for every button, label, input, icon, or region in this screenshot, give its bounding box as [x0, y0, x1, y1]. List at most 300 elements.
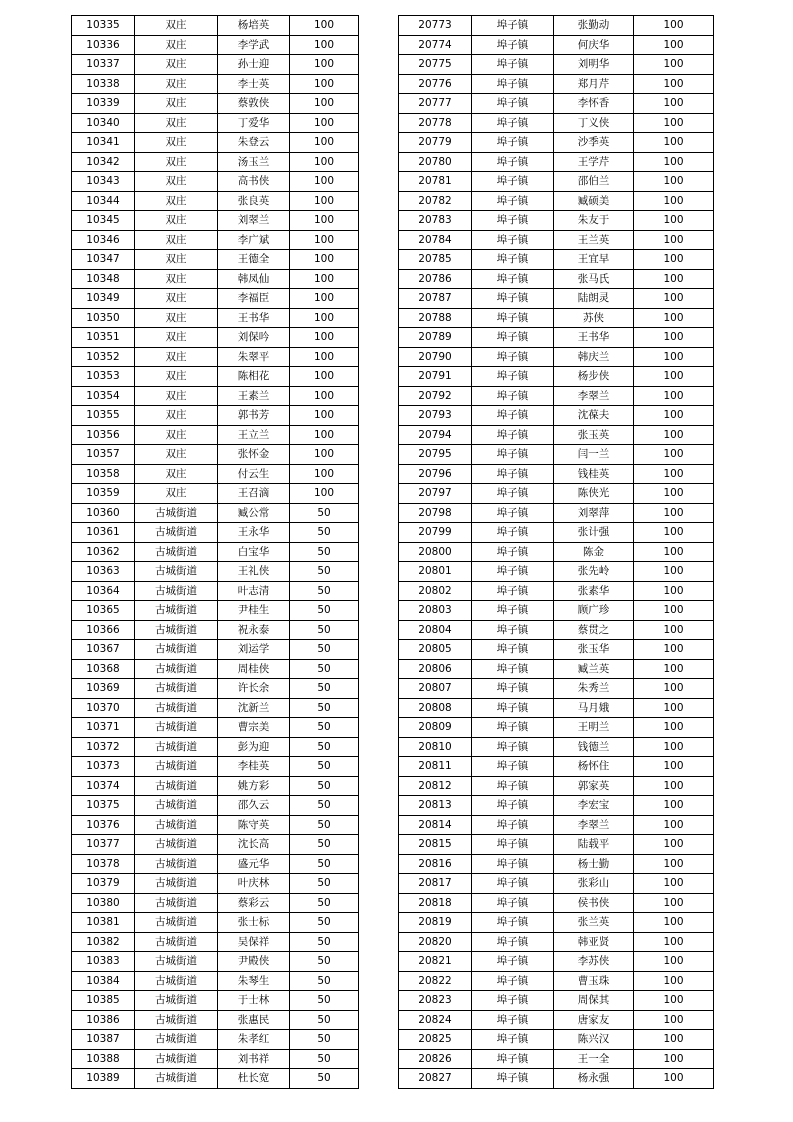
- town-cell: 埠子镇: [472, 230, 554, 250]
- row-id-cell: 20796: [399, 464, 472, 484]
- amount-cell: 50: [290, 952, 359, 972]
- row-id-cell: 10363: [72, 562, 135, 582]
- town-cell: 埠子镇: [472, 835, 554, 855]
- town-cell: 埠子镇: [472, 269, 554, 289]
- amount-cell: 100: [634, 523, 714, 543]
- name-cell: 李学武: [218, 35, 290, 55]
- amount-cell: 100: [634, 1049, 714, 1069]
- town-cell: 双庄: [135, 94, 218, 114]
- town-cell: 埠子镇: [472, 952, 554, 972]
- name-cell: 李士英: [218, 74, 290, 94]
- town-cell: 埠子镇: [472, 640, 554, 660]
- name-cell: 白宝华: [218, 542, 290, 562]
- row-id-cell: 20788: [399, 308, 472, 328]
- table-row: [72, 133, 359, 153]
- table-row: [72, 698, 359, 718]
- town-cell: 古城街道: [135, 679, 218, 699]
- row-id-cell: 10367: [72, 640, 135, 660]
- town-cell: 古城街道: [135, 581, 218, 601]
- row-id-cell: 20803: [399, 601, 472, 621]
- amount-cell: 50: [290, 835, 359, 855]
- town-cell: 双庄: [135, 113, 218, 133]
- name-cell: 沈葆夫: [554, 406, 634, 426]
- amount-cell: 100: [634, 1030, 714, 1050]
- name-cell: 汤玉兰: [218, 152, 290, 172]
- amount-cell: 50: [290, 971, 359, 991]
- name-cell: 张玉英: [554, 425, 634, 445]
- amount-cell: 50: [290, 1010, 359, 1030]
- amount-cell: 100: [634, 1010, 714, 1030]
- town-cell: 埠子镇: [472, 172, 554, 192]
- amount-cell: 100: [634, 269, 714, 289]
- amount-cell: 100: [290, 367, 359, 387]
- amount-cell: 100: [634, 386, 714, 406]
- row-id-cell: 20779: [399, 133, 472, 153]
- town-cell: 埠子镇: [472, 1069, 554, 1089]
- town-cell: 古城街道: [135, 659, 218, 679]
- table-row: [72, 503, 359, 523]
- table-row: [399, 484, 714, 504]
- row-id-cell: 10347: [72, 250, 135, 270]
- table-row: [72, 211, 359, 231]
- table-row: [399, 640, 714, 660]
- row-id-cell: 10378: [72, 854, 135, 874]
- table-row: [399, 659, 714, 679]
- table-row: [399, 776, 714, 796]
- amount-cell: 100: [634, 913, 714, 933]
- name-cell: 蔡敦侠: [218, 94, 290, 114]
- name-cell: 钱德兰: [554, 737, 634, 757]
- table-row: [399, 718, 714, 738]
- row-id-cell: 20815: [399, 835, 472, 855]
- table-row: [399, 152, 714, 172]
- town-cell: 双庄: [135, 230, 218, 250]
- name-cell: 蔡贯之: [554, 620, 634, 640]
- row-id-cell: 20789: [399, 328, 472, 348]
- town-cell: 双庄: [135, 484, 218, 504]
- amount-cell: 50: [290, 854, 359, 874]
- table-row: [399, 211, 714, 231]
- row-id-cell: 20805: [399, 640, 472, 660]
- name-cell: 叶庆林: [218, 874, 290, 894]
- name-cell: 李翠兰: [554, 386, 634, 406]
- row-id-cell: 20799: [399, 523, 472, 543]
- name-cell: 李福臣: [218, 289, 290, 309]
- table-row: [399, 1069, 714, 1089]
- left-table: [71, 15, 359, 1089]
- name-cell: 叶志清: [218, 581, 290, 601]
- amount-cell: 100: [290, 74, 359, 94]
- name-cell: 付云生: [218, 464, 290, 484]
- name-cell: 王素兰: [218, 386, 290, 406]
- town-cell: 双庄: [135, 211, 218, 231]
- row-id-cell: 20797: [399, 484, 472, 504]
- amount-cell: 100: [634, 601, 714, 621]
- row-id-cell: 10385: [72, 991, 135, 1011]
- town-cell: 埠子镇: [472, 133, 554, 153]
- row-id-cell: 20786: [399, 269, 472, 289]
- amount-cell: 100: [290, 269, 359, 289]
- table-row: [72, 152, 359, 172]
- amount-cell: 100: [634, 679, 714, 699]
- table-row: [399, 250, 714, 270]
- table-row: [399, 464, 714, 484]
- name-cell: 丁爱华: [218, 113, 290, 133]
- town-cell: 古城街道: [135, 640, 218, 660]
- table-row: [399, 913, 714, 933]
- name-cell: 王书华: [554, 328, 634, 348]
- town-cell: 埠子镇: [472, 55, 554, 75]
- table-row: [72, 35, 359, 55]
- amount-cell: 50: [290, 815, 359, 835]
- town-cell: 古城街道: [135, 718, 218, 738]
- name-cell: 祝永泰: [218, 620, 290, 640]
- row-id-cell: 20807: [399, 679, 472, 699]
- row-id-cell: 10356: [72, 425, 135, 445]
- amount-cell: 50: [290, 562, 359, 582]
- amount-cell: 100: [634, 796, 714, 816]
- row-id-cell: 20824: [399, 1010, 472, 1030]
- row-id-cell: 10381: [72, 913, 135, 933]
- town-cell: 双庄: [135, 464, 218, 484]
- town-cell: 埠子镇: [472, 16, 554, 36]
- table-row: [72, 16, 359, 36]
- town-cell: 双庄: [135, 55, 218, 75]
- row-id-cell: 20818: [399, 893, 472, 913]
- name-cell: 李怀香: [554, 94, 634, 114]
- table-row: [399, 425, 714, 445]
- name-cell: 刘运学: [218, 640, 290, 660]
- row-id-cell: 10337: [72, 55, 135, 75]
- amount-cell: 100: [634, 718, 714, 738]
- table-row: [72, 55, 359, 75]
- amount-cell: 100: [290, 16, 359, 36]
- amount-cell: 100: [290, 386, 359, 406]
- table-row: [399, 230, 714, 250]
- row-id-cell: 10354: [72, 386, 135, 406]
- table-row: [72, 776, 359, 796]
- table-row: [399, 308, 714, 328]
- name-cell: 丁义侠: [554, 113, 634, 133]
- row-id-cell: 10371: [72, 718, 135, 738]
- amount-cell: 50: [290, 698, 359, 718]
- table-row: [72, 1010, 359, 1030]
- town-cell: 双庄: [135, 386, 218, 406]
- amount-cell: 50: [290, 542, 359, 562]
- amount-cell: 100: [290, 133, 359, 153]
- amount-cell: 100: [634, 133, 714, 153]
- amount-cell: 100: [290, 406, 359, 426]
- amount-cell: 50: [290, 776, 359, 796]
- town-cell: 双庄: [135, 308, 218, 328]
- town-cell: 埠子镇: [472, 776, 554, 796]
- table-row: [72, 347, 359, 367]
- table-row: [72, 854, 359, 874]
- table-row: [72, 406, 359, 426]
- row-id-cell: 20813: [399, 796, 472, 816]
- table-row: [72, 679, 359, 699]
- table-row: [399, 191, 714, 211]
- name-cell: 王宜早: [554, 250, 634, 270]
- name-cell: 王兰英: [554, 230, 634, 250]
- amount-cell: 100: [634, 854, 714, 874]
- row-id-cell: 10352: [72, 347, 135, 367]
- town-cell: 双庄: [135, 250, 218, 270]
- table-row: [399, 932, 714, 952]
- town-cell: 古城街道: [135, 503, 218, 523]
- town-cell: 古城街道: [135, 1069, 218, 1089]
- name-cell: 邵伯兰: [554, 172, 634, 192]
- table-row: [399, 679, 714, 699]
- town-cell: 古城街道: [135, 620, 218, 640]
- table-row: [399, 562, 714, 582]
- row-id-cell: 20798: [399, 503, 472, 523]
- row-id-cell: 20783: [399, 211, 472, 231]
- row-id-cell: 20794: [399, 425, 472, 445]
- row-id-cell: 10350: [72, 308, 135, 328]
- table-row: [72, 250, 359, 270]
- table-row: [72, 425, 359, 445]
- town-cell: 埠子镇: [472, 991, 554, 1011]
- town-cell: 古城街道: [135, 1030, 218, 1050]
- town-cell: 埠子镇: [472, 718, 554, 738]
- table-row: [399, 74, 714, 94]
- row-id-cell: 10342: [72, 152, 135, 172]
- row-id-cell: 20782: [399, 191, 472, 211]
- town-cell: 古城街道: [135, 698, 218, 718]
- table-row: [72, 737, 359, 757]
- town-cell: 古城街道: [135, 971, 218, 991]
- town-cell: 埠子镇: [472, 659, 554, 679]
- name-cell: 韩亚贤: [554, 932, 634, 952]
- town-cell: 双庄: [135, 74, 218, 94]
- town-cell: 古城街道: [135, 815, 218, 835]
- name-cell: 盛元华: [218, 854, 290, 874]
- row-id-cell: 10355: [72, 406, 135, 426]
- amount-cell: 100: [634, 542, 714, 562]
- name-cell: 高书侠: [218, 172, 290, 192]
- town-cell: 埠子镇: [472, 211, 554, 231]
- name-cell: 闫一兰: [554, 445, 634, 465]
- table-row: [72, 230, 359, 250]
- amount-cell: 100: [634, 74, 714, 94]
- row-id-cell: 20827: [399, 1069, 472, 1089]
- table-row: [72, 796, 359, 816]
- table-row: [72, 971, 359, 991]
- town-cell: 埠子镇: [472, 971, 554, 991]
- name-cell: 苏侠: [554, 308, 634, 328]
- table-row: [399, 172, 714, 192]
- name-cell: 朱登云: [218, 133, 290, 153]
- amount-cell: 100: [634, 659, 714, 679]
- row-id-cell: 10372: [72, 737, 135, 757]
- town-cell: 双庄: [135, 133, 218, 153]
- row-id-cell: 10384: [72, 971, 135, 991]
- town-cell: 埠子镇: [472, 893, 554, 913]
- amount-cell: 100: [634, 172, 714, 192]
- table-row: [399, 1049, 714, 1069]
- amount-cell: 100: [290, 425, 359, 445]
- table-row: [399, 367, 714, 387]
- town-cell: 埠子镇: [472, 679, 554, 699]
- name-cell: 杨永强: [554, 1069, 634, 1089]
- town-cell: 埠子镇: [472, 328, 554, 348]
- amount-cell: 100: [290, 464, 359, 484]
- town-cell: 古城街道: [135, 932, 218, 952]
- row-id-cell: 20784: [399, 230, 472, 250]
- name-cell: 王永华: [218, 523, 290, 543]
- amount-cell: 100: [290, 328, 359, 348]
- table-row: [72, 94, 359, 114]
- row-id-cell: 10375: [72, 796, 135, 816]
- name-cell: 韩凤仙: [218, 269, 290, 289]
- town-cell: 古城街道: [135, 874, 218, 894]
- table-row: [399, 289, 714, 309]
- name-cell: 陈相花: [218, 367, 290, 387]
- name-cell: 李宏宝: [554, 796, 634, 816]
- row-id-cell: 10389: [72, 1069, 135, 1089]
- name-cell: 周保其: [554, 991, 634, 1011]
- town-cell: 古城街道: [135, 1049, 218, 1069]
- town-cell: 埠子镇: [472, 406, 554, 426]
- amount-cell: 100: [634, 503, 714, 523]
- town-cell: 埠子镇: [472, 815, 554, 835]
- table-row: [72, 1069, 359, 1089]
- town-cell: 古城街道: [135, 542, 218, 562]
- table-row: [399, 445, 714, 465]
- row-id-cell: 20775: [399, 55, 472, 75]
- row-id-cell: 10369: [72, 679, 135, 699]
- name-cell: 杨步侠: [554, 367, 634, 387]
- row-id-cell: 20787: [399, 289, 472, 309]
- name-cell: 刘书祥: [218, 1049, 290, 1069]
- amount-cell: 100: [290, 211, 359, 231]
- table-row: [399, 542, 714, 562]
- name-cell: 陆载平: [554, 835, 634, 855]
- table-row: [72, 464, 359, 484]
- amount-cell: 100: [290, 445, 359, 465]
- town-cell: 埠子镇: [472, 113, 554, 133]
- table-row: [72, 952, 359, 972]
- amount-cell: 100: [634, 640, 714, 660]
- table-row: [72, 913, 359, 933]
- table-row: [72, 659, 359, 679]
- town-cell: 古城街道: [135, 776, 218, 796]
- town-cell: 双庄: [135, 191, 218, 211]
- table-row: [72, 620, 359, 640]
- table-row: [399, 620, 714, 640]
- row-id-cell: 10362: [72, 542, 135, 562]
- town-cell: 古城街道: [135, 562, 218, 582]
- name-cell: 王一全: [554, 1049, 634, 1069]
- row-id-cell: 10374: [72, 776, 135, 796]
- name-cell: 刘保吟: [218, 328, 290, 348]
- table-row: [399, 269, 714, 289]
- town-cell: 古城街道: [135, 757, 218, 777]
- table-row: [72, 172, 359, 192]
- table-row: [72, 1030, 359, 1050]
- amount-cell: 100: [290, 172, 359, 192]
- town-cell: 埠子镇: [472, 737, 554, 757]
- table-row: [72, 640, 359, 660]
- town-cell: 埠子镇: [472, 464, 554, 484]
- amount-cell: 100: [634, 971, 714, 991]
- amount-cell: 100: [634, 893, 714, 913]
- amount-cell: 100: [634, 347, 714, 367]
- town-cell: 埠子镇: [472, 425, 554, 445]
- table-row: [72, 328, 359, 348]
- name-cell: 李翠兰: [554, 815, 634, 835]
- name-cell: 张良英: [218, 191, 290, 211]
- town-cell: 埠子镇: [472, 854, 554, 874]
- row-id-cell: 20810: [399, 737, 472, 757]
- table-row: [72, 1049, 359, 1069]
- row-id-cell: 10344: [72, 191, 135, 211]
- town-cell: 埠子镇: [472, 503, 554, 523]
- row-id-cell: 10373: [72, 757, 135, 777]
- town-cell: 埠子镇: [472, 796, 554, 816]
- amount-cell: 100: [634, 952, 714, 972]
- amount-cell: 100: [634, 55, 714, 75]
- name-cell: 孙士迎: [218, 55, 290, 75]
- amount-cell: 100: [634, 211, 714, 231]
- table-row: [399, 406, 714, 426]
- name-cell: 唐家友: [554, 1010, 634, 1030]
- amount-cell: 50: [290, 718, 359, 738]
- table-row: [72, 367, 359, 387]
- row-id-cell: 20826: [399, 1049, 472, 1069]
- amount-cell: 50: [290, 581, 359, 601]
- amount-cell: 100: [634, 932, 714, 952]
- name-cell: 李桂英: [218, 757, 290, 777]
- name-cell: 沙季英: [554, 133, 634, 153]
- table-row: [72, 932, 359, 952]
- table-row: [399, 35, 714, 55]
- amount-cell: 50: [290, 679, 359, 699]
- town-cell: 埠子镇: [472, 191, 554, 211]
- town-cell: 古城街道: [135, 893, 218, 913]
- amount-cell: 100: [634, 1069, 714, 1089]
- amount-cell: 100: [634, 152, 714, 172]
- table-row: [399, 796, 714, 816]
- name-cell: 臧公常: [218, 503, 290, 523]
- table-row: [72, 191, 359, 211]
- name-cell: 吴保祥: [218, 932, 290, 952]
- town-cell: 埠子镇: [472, 347, 554, 367]
- table-row: [399, 133, 714, 153]
- name-cell: 尹殿侠: [218, 952, 290, 972]
- town-cell: 双庄: [135, 172, 218, 192]
- table-row: [399, 893, 714, 913]
- town-cell: 埠子镇: [472, 1030, 554, 1050]
- town-cell: 埠子镇: [472, 698, 554, 718]
- row-id-cell: 20821: [399, 952, 472, 972]
- table-row: [399, 386, 714, 406]
- name-cell: 邵久云: [218, 796, 290, 816]
- amount-cell: 50: [290, 874, 359, 894]
- row-id-cell: 10357: [72, 445, 135, 465]
- amount-cell: 100: [290, 55, 359, 75]
- name-cell: 陈金: [554, 542, 634, 562]
- row-id-cell: 10349: [72, 289, 135, 309]
- name-cell: 王召滴: [218, 484, 290, 504]
- table-row: [72, 386, 359, 406]
- name-cell: 郑月芹: [554, 74, 634, 94]
- table-row: [72, 308, 359, 328]
- amount-cell: 100: [290, 191, 359, 211]
- right-table: [398, 15, 714, 1089]
- row-id-cell: 20825: [399, 1030, 472, 1050]
